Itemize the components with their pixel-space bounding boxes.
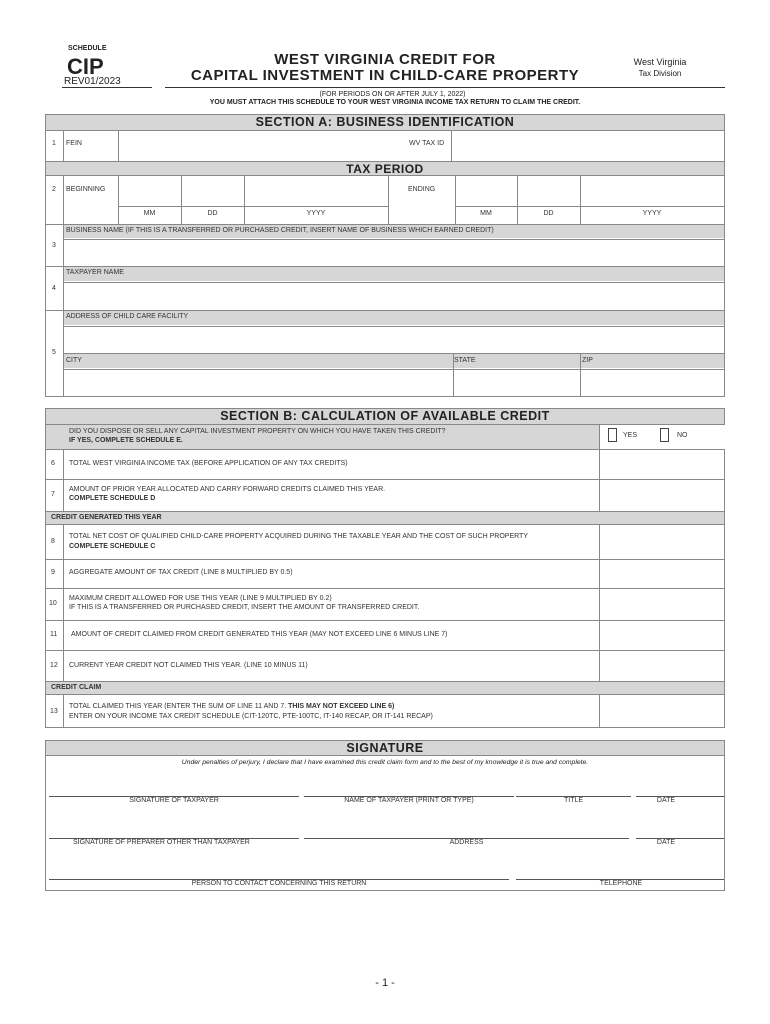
taxpayer-name-label: TAXPAYER NAME — [66, 269, 124, 276]
business-name-label-bar — [64, 225, 724, 238]
line-8-number: 8 — [51, 538, 55, 545]
date-label-2: DATE — [656, 839, 676, 846]
zip-input[interactable] — [581, 369, 724, 397]
line-13-text-2: ENTER ON YOUR INCOME TAX CREDIT SCHEDULE (CIT-120TC, PTE-100TC, IT-140 RECAP, OR IT-141 RECAP) — [69, 713, 433, 720]
begin-dd-input[interactable] — [182, 177, 244, 206]
business-name-label: BUSINESS NAME (IF THIS IS A TRANSFERRED OR PURCHASED CREDIT, INSERT NAME OF BUSINESS WHICH EARNED CREDIT) — [66, 227, 494, 234]
end-dd-label: DD — [543, 210, 554, 217]
telephone-field[interactable] — [516, 854, 724, 878]
contact-person-field[interactable] — [49, 854, 509, 878]
title-label: TITLE — [563, 797, 584, 804]
agency-name: West Virginia — [633, 57, 687, 67]
preparer-signature-field[interactable] — [49, 813, 299, 837]
line-10-text-2: IF THIS IS A TRANSFERRED OR PURCHASED CREDIT, INSERT THE AMOUNT OF TRANSFERRED CREDIT. — [69, 604, 420, 611]
section-b-title-bar — [46, 409, 724, 424]
zip-label: ZIP — [582, 357, 593, 364]
end-dd-input[interactable] — [518, 177, 580, 206]
title-line-1: WEST VIRGINIA CREDIT FOR — [274, 51, 496, 68]
line-11-number: 11 — [50, 631, 58, 638]
taxpayer-signature-field[interactable] — [49, 771, 299, 795]
begin-yyyy-input[interactable] — [245, 177, 388, 206]
section-a-title-bar — [46, 115, 724, 130]
taxpayer-name-field[interactable] — [304, 771, 514, 795]
date-field-2[interactable] — [636, 813, 724, 837]
line-8-instruction: COMPLETE SCHEDULE C — [69, 543, 156, 550]
line-2-number: 2 — [52, 186, 56, 193]
begin-mm-input[interactable] — [119, 177, 181, 206]
credit-claim-bar — [46, 681, 724, 695]
credit-claim-header: CREDIT CLAIM — [51, 684, 102, 691]
line-3-number: 3 — [52, 242, 56, 249]
line-9-number: 9 — [51, 569, 55, 576]
preparer-address-field[interactable] — [304, 813, 629, 837]
line-12-input[interactable] — [600, 651, 724, 681]
wv-tax-id-label: WV TAX ID — [409, 140, 445, 147]
line-6-number: 6 — [51, 460, 55, 467]
periods-note: (FOR PERIODS ON OR AFTER JULY 1, 2022) — [319, 91, 466, 98]
page-number: - 1 - — [375, 977, 395, 989]
yes-label: YES — [623, 432, 638, 439]
fein-label: FEIN — [66, 140, 82, 147]
header-rule — [165, 87, 725, 88]
line-12-text: CURRENT YEAR CREDIT NOT CLAIMED THIS YEAR. (LINE 10 MINUS 11) — [69, 662, 308, 669]
line-13-text-a: TOTAL CLAIMED THIS YEAR (ENTER THE SUM OF LINE 11 AND 7. — [69, 703, 287, 710]
taxpayer-name-input[interactable] — [64, 282, 724, 310]
line-13-input[interactable] — [600, 696, 724, 727]
line-13-text-b: THIS MAY NOT EXCEED LINE 6) — [288, 703, 395, 710]
revision-underline — [62, 87, 152, 88]
end-yyyy-label: YYYY — [642, 210, 662, 217]
agency-division: Tax Division — [638, 69, 682, 78]
wv-tax-id-input[interactable] — [452, 131, 724, 160]
section-a-title: SECTION A: BUSINESS IDENTIFICATION — [255, 115, 515, 129]
line-10-input[interactable] — [600, 589, 724, 620]
line-11-text: AMOUNT OF CREDIT CLAIMED FROM CREDIT GENERATED THIS YEAR (MAY NOT EXCEED LINE 6 MINUS LINE 7) — [71, 631, 448, 638]
line-13-text — [69, 703, 394, 710]
end-yyyy-input[interactable] — [581, 177, 724, 206]
state-input[interactable] — [454, 369, 580, 397]
schedule-label: SCHEDULE — [68, 45, 107, 52]
preparer-address-label: ADDRESS — [449, 839, 484, 846]
begin-dd-label: DD — [207, 210, 218, 217]
revision-code: REV01/2023 — [64, 76, 121, 87]
ending-label: ENDING — [408, 186, 436, 193]
title-line-2: CAPITAL INVESTMENT IN CHILD-CARE PROPERTY — [190, 67, 580, 84]
fein-input[interactable] — [119, 131, 451, 160]
state-label: STATE — [454, 357, 476, 364]
name-of-taxpayer-label: NAME OF TAXPAYER (PRINT OR TYPE) — [344, 797, 474, 804]
contact-person-label: PERSON TO CONTACT CONCERNING THIS RETURN — [191, 880, 367, 887]
line-12-number: 12 — [50, 662, 58, 669]
date-field-1[interactable] — [636, 771, 724, 795]
line-9-text: AGGREGATE AMOUNT OF TAX CREDIT (LINE 8 MULTIPLIED BY 0.5) — [69, 569, 293, 576]
no-label: NO — [677, 432, 688, 439]
signature-title-bar — [46, 741, 724, 756]
line-7-number: 7 — [51, 491, 55, 498]
title-field[interactable] — [516, 771, 631, 795]
signature-of-taxpayer-label: SIGNATURE OF TAXPAYER — [129, 797, 219, 804]
end-mm-label: MM — [480, 210, 492, 217]
tax-period-bar — [46, 161, 724, 176]
yes-checkbox[interactable] — [608, 428, 617, 442]
line-6-input[interactable] — [600, 450, 724, 479]
line-13-number: 13 — [50, 708, 58, 715]
signature-title: SIGNATURE — [346, 741, 424, 755]
address-label: ADDRESS OF CHILD CARE FACILITY — [66, 313, 189, 320]
begin-yyyy-label: YYYY — [306, 210, 326, 217]
taxpayer-name-label-bar — [64, 267, 724, 281]
beginning-label: BEGINNING — [66, 186, 106, 193]
attach-note: YOU MUST ATTACH THIS SCHEDULE TO YOUR WEST VIRGINIA INCOME TAX RETURN TO CLAIM THE CREDIT. — [209, 99, 581, 106]
line-7-input[interactable] — [600, 480, 724, 511]
section-b-box — [45, 408, 725, 728]
end-mm-input[interactable] — [456, 177, 517, 206]
line-7-instruction: COMPLETE SCHEDULE D — [69, 495, 156, 502]
line-4-number: 4 — [52, 285, 56, 292]
line-9-input[interactable] — [600, 560, 724, 588]
begin-mm-label: MM — [143, 210, 156, 217]
credit-generated-header: CREDIT GENERATED THIS YEAR — [51, 514, 162, 521]
address-input[interactable] — [64, 326, 724, 353]
telephone-label: TELEPHONE — [599, 880, 643, 887]
dispose-question: DID YOU DISPOSE OR SELL ANY CAPITAL INVESTMENT PROPERTY ON WHICH YOU HAVE TAKEN THIS CREDIT? — [69, 428, 446, 435]
line-8-input[interactable] — [600, 526, 724, 559]
signature-box — [45, 740, 725, 891]
form-code: CIP — [67, 54, 104, 79]
line-8-text: TOTAL NET COST OF QUALIFIED CHILD-CARE PROPERTY ACQUIRED DURING THE TAXABLE YEAR AND THE COST OF SUCH PROPERTY — [69, 533, 528, 540]
address-label-bar — [64, 311, 724, 325]
dispose-instruction: IF YES, COMPLETE SCHEDULE E. — [69, 437, 183, 444]
business-name-input[interactable] — [64, 239, 724, 266]
line-5-number: 5 — [52, 349, 56, 356]
line-10-number: 10 — [49, 600, 57, 607]
city-input[interactable] — [64, 369, 453, 397]
no-checkbox[interactable] — [660, 428, 669, 442]
credit-generated-bar — [46, 511, 724, 525]
section-b-title: SECTION B: CALCULATION OF AVAILABLE CREDIT — [220, 409, 550, 423]
city-label: CITY — [66, 357, 82, 364]
signature-of-preparer-label: SIGNATURE OF PREPARER OTHER THAN TAXPAYER — [73, 839, 250, 846]
line-6-text: TOTAL WEST VIRGINIA INCOME TAX (BEFORE APPLICATION OF ANY TAX CREDITS) — [69, 460, 348, 467]
line-11-input[interactable] — [600, 621, 724, 650]
line-7-text: AMOUNT OF PRIOR YEAR ALLOCATED AND CARRY FORWARD CREDITS CLAIMED THIS YEAR. — [69, 486, 386, 493]
tax-period-title: TAX PERIOD — [346, 162, 424, 176]
city-state-zip-label-bar — [64, 354, 724, 368]
line-1-number: 1 — [52, 140, 56, 147]
section-a-box — [45, 114, 725, 397]
line-10-text: MAXIMUM CREDIT ALLOWED FOR USE THIS YEAR (LINE 9 MULTIPLIED BY 0.2) — [69, 595, 332, 602]
date-label-1: DATE — [656, 797, 676, 804]
perjury-statement: Under penalties of perjury, I declare that I have examined this credit claim form and to the best of my knowledge it is true and complete. — [181, 759, 589, 766]
